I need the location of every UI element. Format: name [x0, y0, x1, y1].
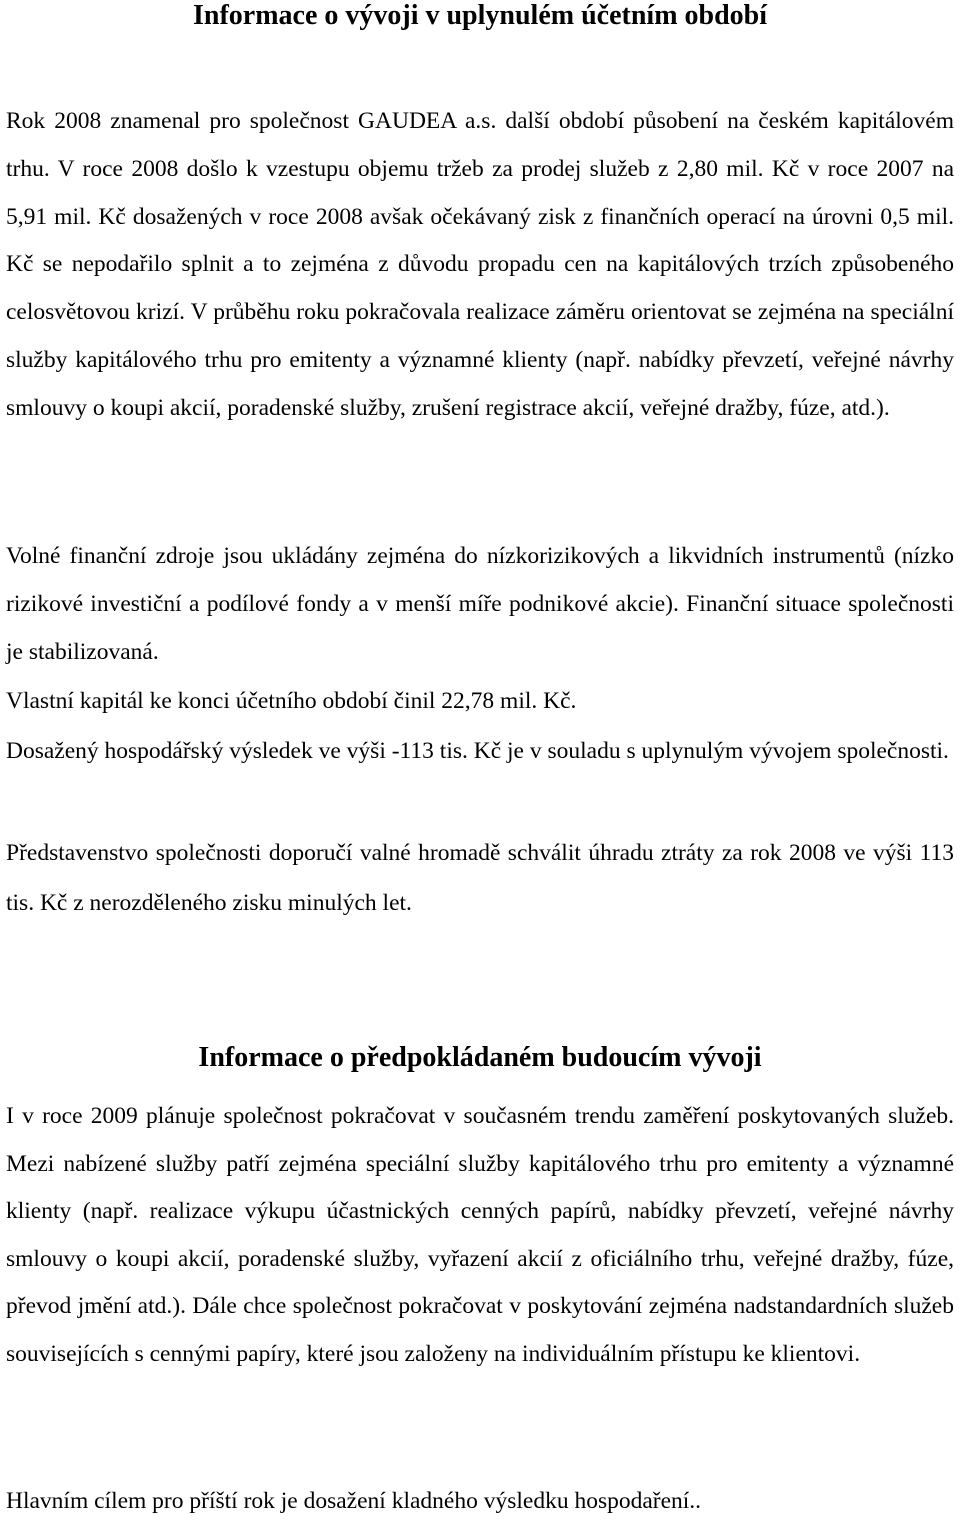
section-title-past-development: Informace o vývoji v uplynulém účetním období — [192, 0, 768, 31]
paragraph-equity: Vlastní kapitál ke konci účetního období činil 22,78 mil. Kč. — [6, 688, 577, 714]
paragraph-plans-2009: I v roce 2009 plánuje společnost pokračovat v současném trendu zaměření poskytovaných služeb. Mezi nabízené služby patří zejména speciální služby kapitálového trhu pro emitenty a významné klienty (např. realizace výkupu účastnických cenných papírů, nabídky převzetí, veřejné návrhy smlouvy o koupi akcií, poradenské služby, vyřazení akcií z oficiálního trhu, veřejné dražby, fúze, převod jmění atd.). Dále chce společnost pokračovat v poskytování zejména nadstandardních služeb souvisejících s cennými papíry, které jsou založeny na individuálním přístupu ke klientovi. — [6, 1103, 954, 1367]
paragraph-main-goal: Hlavním cílem pro příští rok je dosažení kladného výsledku hospodaření.. — [6, 1488, 702, 1514]
paragraph-board-proposal: Představenstvo společnosti doporučí valné hromadě schválit úhradu ztráty za rok 2008 ve výši 113 tis. Kč z nerozděleného zisku minulých let. — [6, 840, 954, 916]
section-title-future-development: Informace o předpokládaném budoucím vývoji — [198, 1042, 762, 1073]
paragraph-year-2008-overview: Rok 2008 znamenal pro společnost GAUDEA a.s. další období působení na českém kapitálovém trhu. V roce 2008 došlo k vzestupu objemu tržeb za prodej služeb z 2,80 mil. Kč v roce 2007 na 5,91 mil. Kč dosažených v roce 2008 avšak očekávaný zisk z finančních operací na úrovni 0,5 mil. Kč se nepodařilo splnit a to zejména z důvodu propadu cen na kapitálových trzích způsobeného celosvětovou krizí. V průběhu roku pokračovala realizace záměru orientovat se zejména na speciální služby kapitálového trhu pro emitenty a významné klienty (např. nabídky převzetí, veřejné návrhy smlouvy o koupi akcií, poradenské služby, zrušení registrace akcií, veřejné dražby, fúze, atd.). — [6, 108, 954, 421]
paragraph-economic-result: Dosažený hospodářský výsledek ve výši -113 tis. Kč je v souladu s uplynulým vývojem společnosti. — [6, 738, 949, 764]
paragraph-financial-resources: Volné finanční zdroje jsou ukládány zejména do nízkorizikových a likvidních instrumentů (nízko rizikové investiční a podílové fondy a v menší míře podnikové akcie). Finanční situace společnosti je stabilizovaná. — [6, 543, 954, 665]
